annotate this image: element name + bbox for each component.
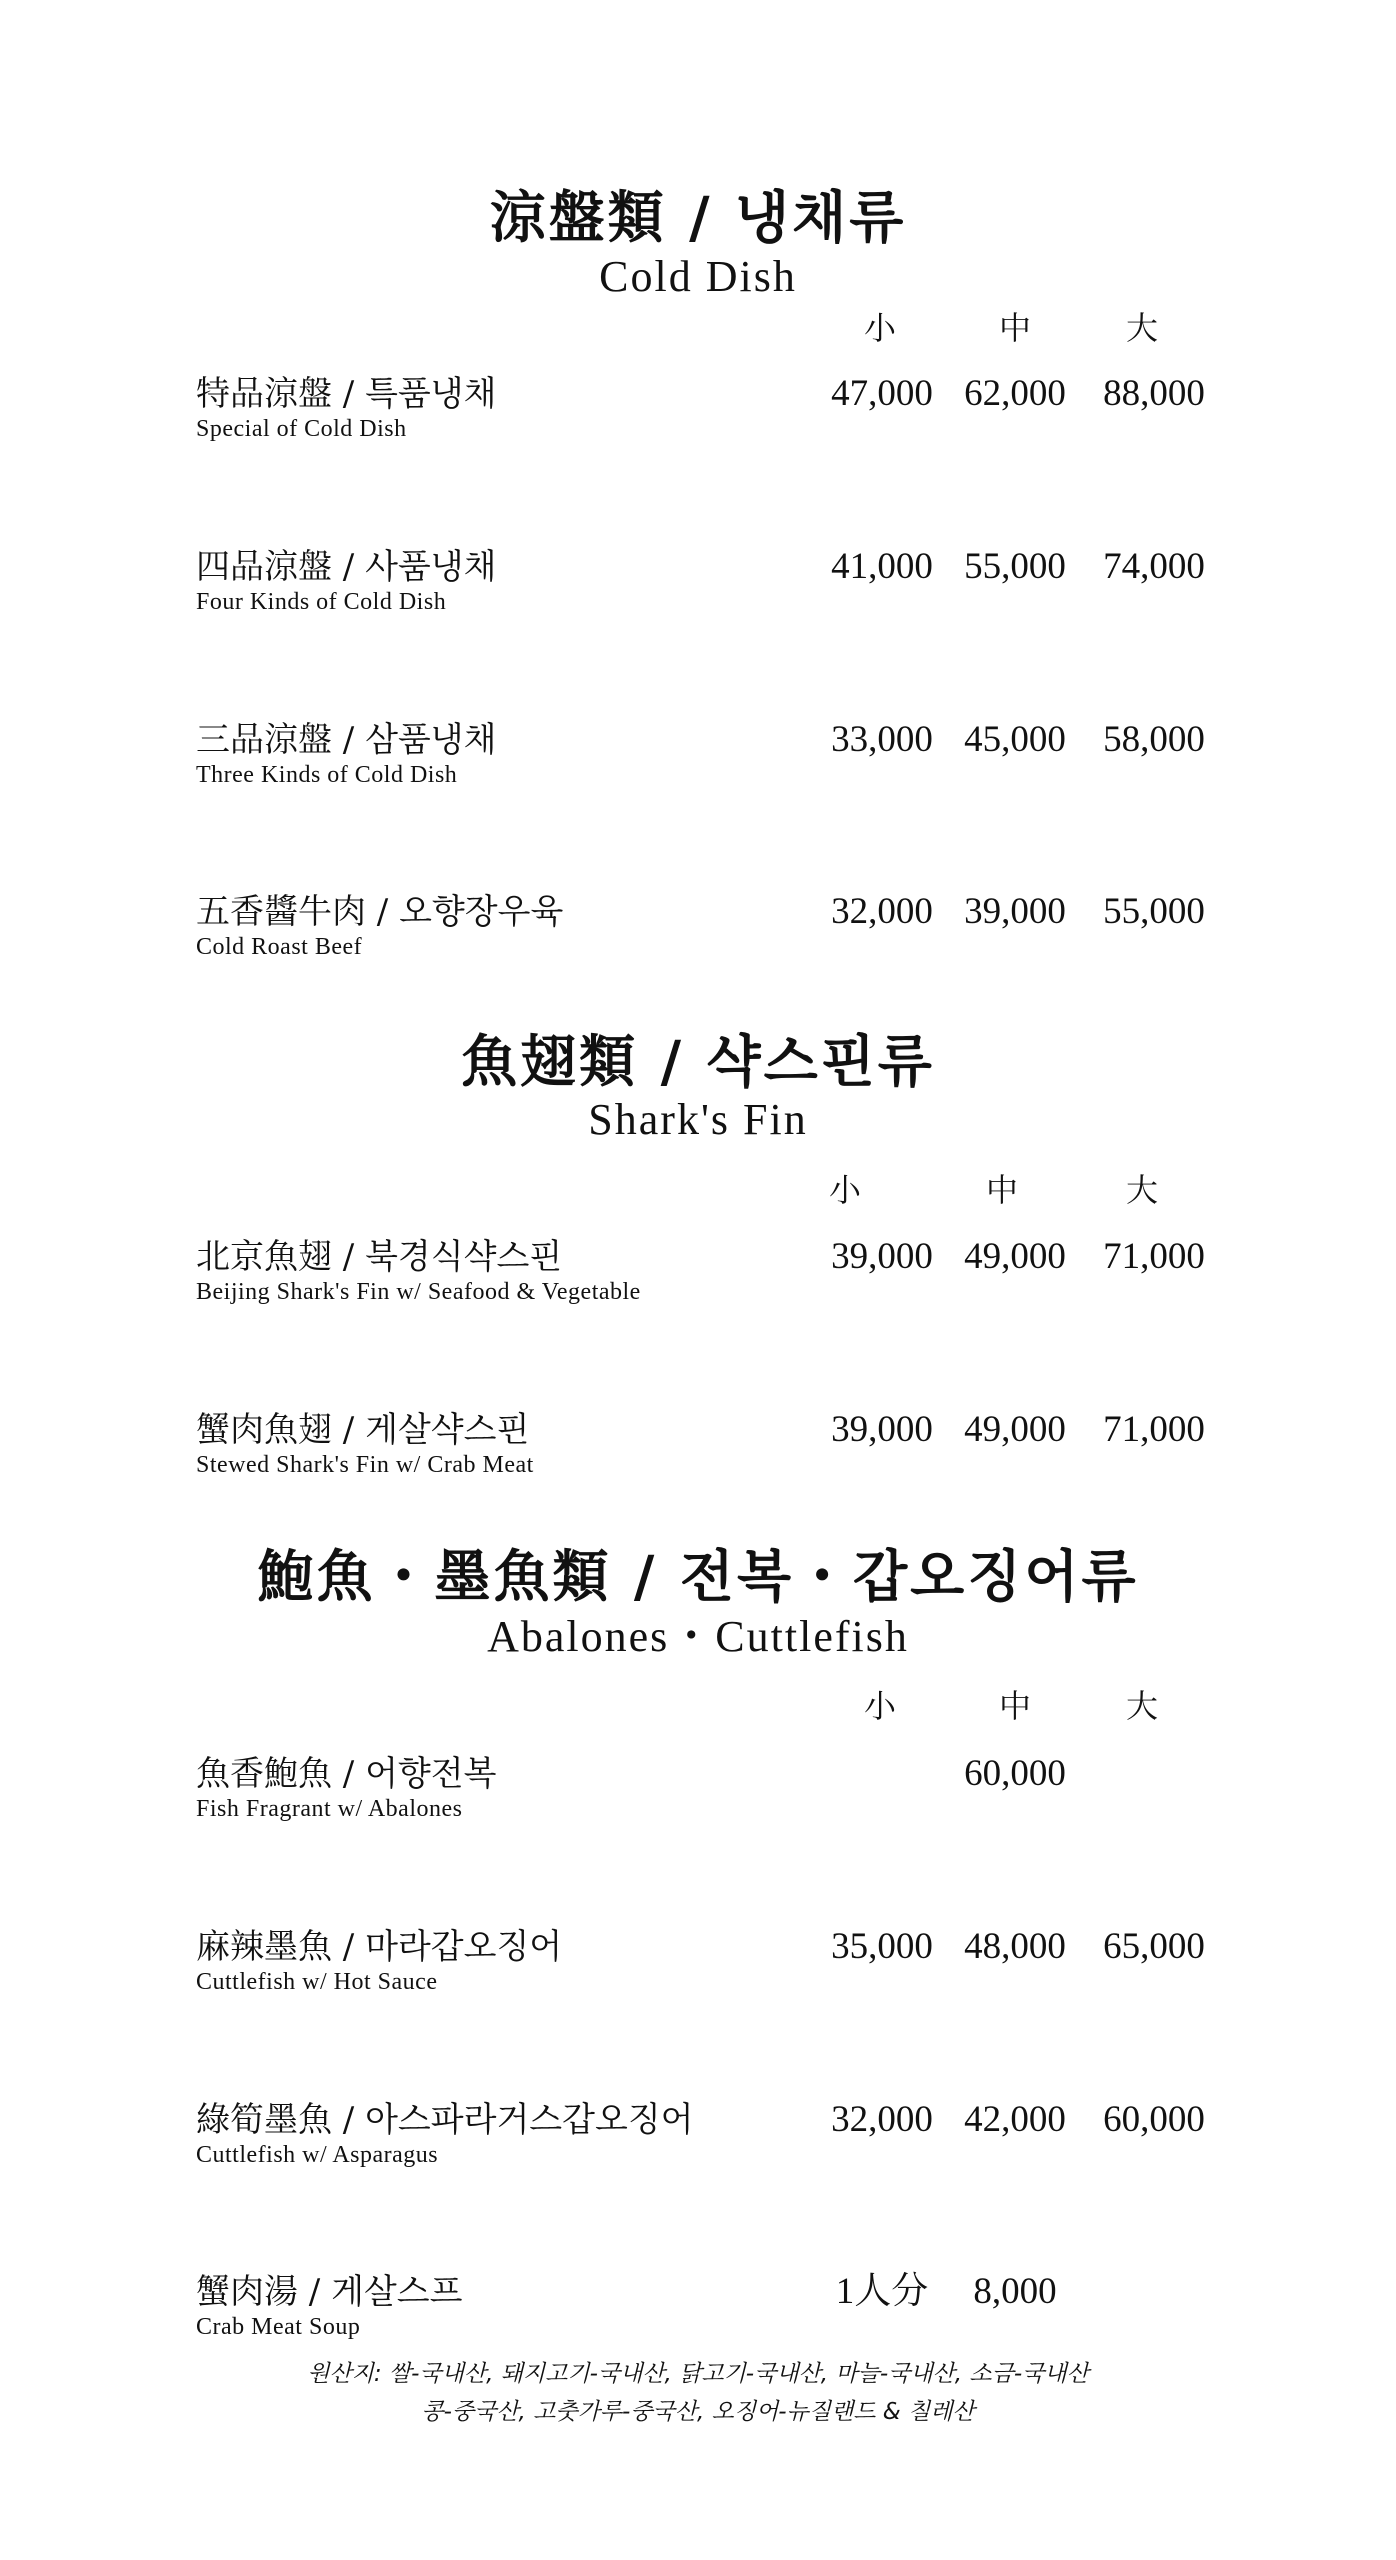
price-small: 39,000 (831, 1236, 933, 1277)
origin-note-line-1: 원산지: 쌀-국내산, 돼지고기-국내산, 닭고기-국내산, 마늘-국내산, 소금-국내산 (307, 2361, 1089, 2387)
price-small: 33,000 (831, 719, 933, 760)
price-medium: 39,000 (964, 891, 1066, 932)
item-name: 三品涼盤 / 삼품냉채 (196, 720, 497, 760)
price-small: 41,000 (831, 546, 933, 587)
price-large: 88,000 (1103, 373, 1205, 414)
item-name: 魚香鮑魚 / 어향전복 (196, 1754, 497, 1794)
menu-item (0, 2270, 1396, 2360)
price-small: 32,000 (831, 891, 933, 932)
price-medium: 8,000 (973, 2271, 1057, 2312)
section-subtitle-abalones-cuttlefish: Abalones・Cuttlefish (487, 1612, 909, 1661)
size-label-medium: 中 (998, 309, 1031, 347)
section-title-abalones-cuttlefish: 鮑魚・墨魚類 / 전복・갑오징어류 (257, 1544, 1139, 1610)
item-english-name: Cuttlefish w/ Hot Sauce (196, 1969, 438, 1995)
section-subtitle-sharks-fin: Shark's Fin (588, 1095, 808, 1144)
price-medium: 42,000 (964, 2099, 1066, 2140)
price-large: 71,000 (1103, 1236, 1205, 1277)
size-label-small: 小 (828, 1171, 861, 1209)
price-small: 47,000 (831, 373, 933, 414)
section-subtitle-cold-dish: Cold Dish (599, 252, 797, 301)
price-small: 35,000 (831, 1926, 933, 1967)
price-large: 55,000 (1103, 891, 1205, 932)
price-large: 65,000 (1103, 1926, 1205, 1967)
price-small: 39,000 (831, 1409, 933, 1450)
size-label-large: 大 (1125, 309, 1158, 347)
menu-item (0, 1925, 1396, 2015)
item-name: 蟹肉湯 / 게살스프 (196, 2272, 463, 2312)
item-english-name: Four Kinds of Cold Dish (196, 589, 447, 615)
menu-item (0, 1408, 1396, 1498)
size-label-small: 小 (863, 309, 896, 347)
item-english-name: Beijing Shark's Fin w/ Seafood & Vegetable (196, 1279, 641, 1305)
price-large: 60,000 (1103, 2099, 1205, 2140)
item-english-name: Cuttlefish w/ Asparagus (196, 2142, 439, 2168)
size-header-sharks-fin (0, 1170, 1396, 1210)
menu-item (0, 2098, 1396, 2188)
price-large: 74,000 (1103, 546, 1205, 587)
menu-item (0, 890, 1396, 980)
price-small: 1人分 (835, 2271, 929, 2312)
item-english-name: Stewed Shark's Fin w/ Crab Meat (196, 1452, 534, 1478)
item-english-name: Fish Fragrant w/ Abalones (196, 1796, 463, 1822)
item-name: 特品涼盤 / 특품냉채 (196, 374, 497, 414)
price-medium: 49,000 (964, 1236, 1066, 1277)
item-english-name: Special of Cold Dish (196, 416, 407, 442)
section-title-cold-dish: 涼盤類 / 냉채류 (489, 185, 907, 251)
price-medium: 49,000 (964, 1409, 1066, 1450)
item-name: 四品涼盤 / 사품냉채 (196, 547, 497, 587)
item-english-name: Cold Roast Beef (196, 934, 363, 960)
origin-note-line-2: 콩-중국산, 고춧가루-중국산, 오징어-뉴질랜드 & 칠레산 (421, 2399, 975, 2425)
menu-item (0, 372, 1396, 462)
item-name: 五香醬牛肉 / 오향장우육 (196, 892, 564, 932)
menu-item (0, 1235, 1396, 1325)
item-english-name: Crab Meat Soup (196, 2314, 361, 2340)
item-name: 麻辣墨魚 / 마라갑오징어 (196, 1927, 563, 1967)
size-header-cold-dish (0, 308, 1396, 348)
size-label-large: 大 (1125, 1687, 1158, 1725)
size-header-abalones-cuttlefish (0, 1686, 1396, 1726)
price-medium: 45,000 (964, 719, 1066, 760)
price-medium: 62,000 (964, 373, 1066, 414)
size-label-medium: 中 (998, 1687, 1031, 1725)
item-name: 綠筍墨魚 / 아스파라거스갑오징어 (196, 2100, 694, 2140)
price-medium: 55,000 (964, 546, 1066, 587)
menu-item (0, 545, 1396, 635)
item-english-name: Three Kinds of Cold Dish (196, 762, 458, 788)
price-medium: 60,000 (964, 1753, 1066, 1794)
item-name: 蟹肉魚翅 / 게살샥스핀 (196, 1410, 530, 1450)
menu-item (0, 1752, 1396, 1842)
price-medium: 48,000 (964, 1926, 1066, 1967)
size-label-medium: 中 (985, 1171, 1018, 1209)
price-small: 32,000 (831, 2099, 933, 2140)
price-large: 58,000 (1103, 719, 1205, 760)
item-name: 北京魚翅 / 북경식샥스핀 (196, 1237, 563, 1277)
size-label-small: 小 (863, 1687, 896, 1725)
price-large: 71,000 (1103, 1409, 1205, 1450)
section-title-sharks-fin: 魚翅類 / 샥스핀류 (461, 1029, 935, 1095)
menu-item (0, 718, 1396, 808)
size-label-large: 大 (1125, 1171, 1158, 1209)
